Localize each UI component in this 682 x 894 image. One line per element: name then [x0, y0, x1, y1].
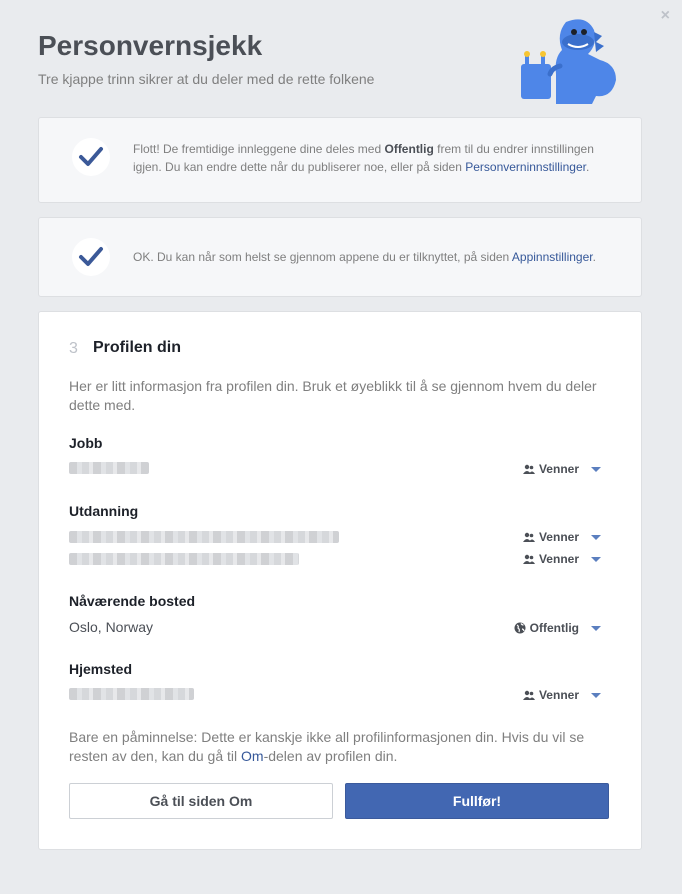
go-to-about-button[interactable]: Gå til siden Om: [69, 783, 333, 819]
app-settings-link[interactable]: Appinnstillinger: [511, 250, 593, 264]
step-1-message: Flott! De fremtidige innleggene dine deles med Offentlig frem til du endrer innstillingen igjen. Du kan endre dette når du publiserer noe, eller på siden Personverninnstillinger.: [133, 142, 594, 174]
education-1-audience-selector[interactable]: Venner: [523, 530, 601, 544]
step-number: 3: [69, 340, 78, 357]
current-city-audience-selector[interactable]: Offentlig: [514, 621, 601, 635]
education-2-audience-selector[interactable]: Venner: [523, 552, 601, 566]
page-subtitle: Tre kjappe trinn sikrer at du deler med de rette folkene: [38, 71, 375, 87]
hometown-heading: Hjemsted: [69, 661, 133, 677]
friends-icon: [523, 690, 535, 701]
privacy-settings-link[interactable]: Personverninnstillinger: [465, 160, 586, 174]
step-2-message: OK. Du kan når som helst se gjennom appene du er tilknyttet, på siden Appinnstillinger.: [133, 250, 596, 264]
current-city-value: Oslo, Norway: [69, 619, 154, 635]
chevron-down-icon: [591, 467, 601, 472]
dinosaur-mascot-icon: [516, 14, 622, 104]
friends-icon: [523, 464, 535, 475]
education-value-2-redacted: [69, 553, 299, 565]
reminder-text: Bare en påminnelse: Dette er kanskje ikke all profilinformasjonen din. Hvis du vil se resten av den, kan du gå til Om-delen av profilen din.: [69, 729, 585, 764]
education-heading: Utdanning: [69, 503, 139, 519]
chevron-down-icon: [591, 535, 601, 540]
job-audience-selector[interactable]: Venner: [523, 462, 601, 476]
friends-icon: [523, 532, 535, 543]
hometown-audience-selector[interactable]: Venner: [523, 688, 601, 702]
job-value-redacted: [69, 462, 149, 474]
hometown-value-redacted: [69, 688, 194, 700]
about-link[interactable]: Om: [241, 748, 264, 764]
step-title: Profilen din: [93, 339, 181, 356]
finish-button[interactable]: Fullfør!: [345, 783, 609, 819]
job-heading: Jobb: [69, 435, 103, 451]
step-2-card: [38, 217, 642, 297]
step-3-card: [38, 311, 642, 850]
checkmark-icon: [72, 138, 110, 176]
checkmark-icon: [72, 238, 110, 276]
audience-public-text: Offentlig: [384, 142, 434, 156]
page-title: Personvernsjekk: [38, 30, 263, 61]
globe-icon: [514, 622, 526, 634]
chevron-down-icon: [591, 557, 601, 562]
current-city-heading: Nåværende bosted: [69, 593, 196, 609]
close-button[interactable]: ×: [660, 7, 670, 24]
friends-icon: [523, 554, 535, 565]
chevron-down-icon: [591, 626, 601, 631]
step-intro: Her er litt informasjon fra profilen din. Bruk et øyeblikk til å se gjennom hvem du deler dette med.: [69, 378, 597, 413]
step-1-card: [38, 117, 642, 203]
chevron-down-icon: [591, 693, 601, 698]
education-value-1-redacted: [69, 531, 339, 543]
